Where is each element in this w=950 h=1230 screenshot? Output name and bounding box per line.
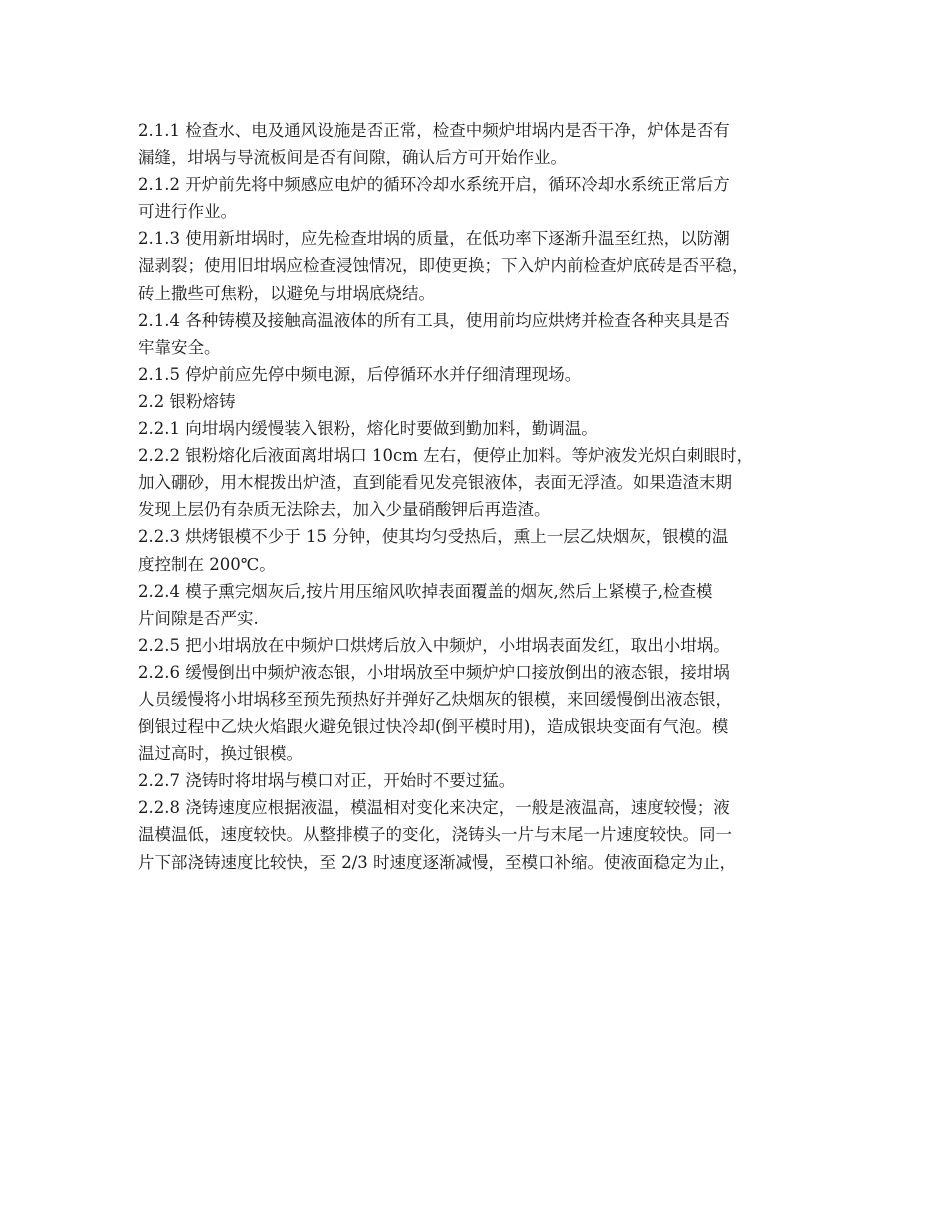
text-line: 2.2.1 向坩埚内缓慢装入银粉，熔化时要做到勤加料，勤调温。 <box>138 419 598 439</box>
text-line: 2.2.6 缓慢倒出中频炉液态银，小坩埚放至中频炉炉口接放倒出的液态银，接坩埚 <box>138 662 730 682</box>
text-line: 发现上层仍有杂质无法除去，加入少量硝酸钾后再造渣。 <box>138 500 551 520</box>
text-line: 2.2.3 烘烤银模不少于 15 分钟，使其均匀受热后，熏上一层乙炔烟灰，银模的温 <box>138 527 729 547</box>
text-line: 温模温低，速度较快。从整排模子的变化，浇铸头一片与末尾一片速度较快。同一 <box>138 825 732 845</box>
text-line: 2.2.4 模子熏完烟灰后,按片用压缩风吹掉表面覆盖的烟灰,然后上紧模子,检查模 <box>138 581 713 601</box>
text-line: 2.1.1 检查水、电及通风设施是否正常，检查中频炉坩埚内是否干净，炉体是否有 <box>138 121 730 140</box>
text-line: 2.1.4 各种铸模及接触高温液体的所有工具，使用前均应烘烤并检查各种夹具是否 <box>138 310 730 330</box>
text-line: 2.2.7 浇铸时将坩埚与模口对正，开始时不要过猛。 <box>138 771 516 791</box>
text-line: 2.1.2 开炉前先将中频感应电炉的循环冷却水系统开启，循环冷却水系统正常后方 <box>138 175 730 195</box>
document-body <box>138 117 818 876</box>
text-line: 片间隙是否严实. <box>138 608 259 628</box>
text-line: 2.2.8 浇铸速度应根据液温，模温相对变化来决定，一般是液温高，速度较慢；液 <box>138 798 730 818</box>
text-line: 砖上撒些可焦粉，以避免与坩埚底烧结。 <box>138 283 435 303</box>
text-line: 牢靠安全。 <box>138 337 221 357</box>
text-line: 片下部浇铸速度比较快，至 2/3 时速度逐渐减慢，至模口补缩。使液面稳定为止， <box>138 852 737 872</box>
section-heading: 2.2 银粉熔铸 <box>138 391 236 411</box>
text-line: 倒银过程中乙炔火焰跟火避免银过快冷却(倒平模时用)，造成银块变面有气泡。模 <box>138 717 729 737</box>
text-line: 度控制在 200℃。 <box>138 554 276 574</box>
text-line: 可进行作业。 <box>138 202 237 222</box>
text-line: 温过高时，换过银模。 <box>138 744 303 764</box>
text-line: 2.1.5 停炉前应先停中频电源，后停循环水并仔细清理现场。 <box>138 364 582 384</box>
text-line: 漏缝，坩埚与导流板间是否有间隙，确认后方可开始作业。 <box>138 148 567 168</box>
text-line: 加入硼砂，用木棍拨出炉渣，直到能看见发亮银液体，表面无浮渣。如果造渣末期 <box>138 473 732 493</box>
text-line: 2.2.2 银粉熔化后液面离坩埚口 10cm 左右，便停止加料。等炉液发光炽白刺眼时， <box>138 446 754 466</box>
text-line: 人员缓慢将小坩埚移至预先预热好并弹好乙炔烟灰的银模，来回缓慢倒出液态银， <box>138 689 732 709</box>
text-line: 湿剥裂；使用旧坩埚应检查浸蚀情况，即使更换；下入炉内前检查炉底砖是否平稳， <box>138 256 749 276</box>
text-line: 2.1.3 使用新坩埚时，应先检查坩埚的质量，在低功率下逐渐升温至红热，以防潮 <box>138 229 730 249</box>
text-line: 2.2.5 把小坩埚放在中频炉口烘烤后放入中频炉，小坩埚表面发红，取出小坩埚。 <box>138 635 730 655</box>
